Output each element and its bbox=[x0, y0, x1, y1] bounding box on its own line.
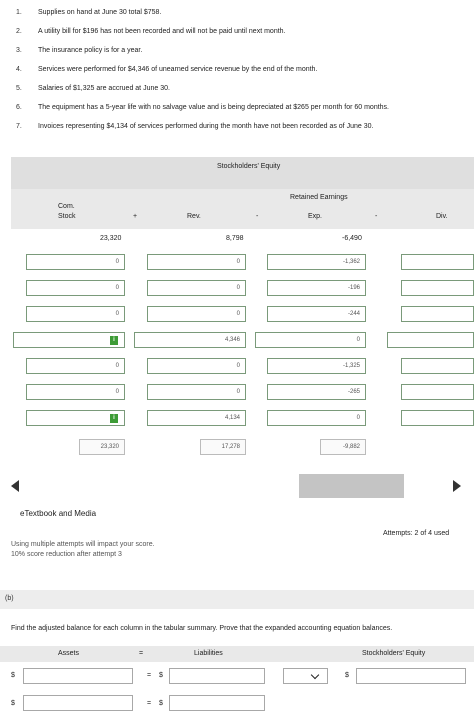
part-b-header bbox=[0, 590, 474, 609]
exp-heading: Exp. bbox=[308, 213, 323, 220]
liabilities-input[interactable] bbox=[169, 695, 265, 711]
assets-input[interactable] bbox=[23, 668, 133, 684]
div-input[interactable] bbox=[387, 332, 474, 348]
equity-input[interactable] bbox=[356, 668, 466, 684]
scrollbar-thumb[interactable] bbox=[299, 474, 404, 498]
item-text: A utility bill for $196 has not been recorded and will not be paid until next month. bbox=[38, 28, 286, 35]
item-number: 4. bbox=[16, 66, 22, 73]
plus-sign: + bbox=[133, 213, 138, 220]
item-number: 2. bbox=[16, 28, 22, 35]
info-icon[interactable]: i bbox=[110, 414, 118, 423]
dollar-sign: $ bbox=[345, 672, 349, 679]
com-stock-beginning: 23,320 bbox=[100, 235, 122, 242]
equity-header-band bbox=[11, 157, 474, 189]
exp-input[interactable]: 0 bbox=[267, 410, 366, 426]
rev-input[interactable]: 4,346 bbox=[134, 332, 246, 348]
dollar-sign: $ bbox=[11, 700, 15, 707]
item-text: Supplies on hand at June 30 total $758. bbox=[38, 9, 162, 16]
div-heading: Div. bbox=[436, 213, 448, 220]
com-stock-heading-line2: Stock bbox=[58, 213, 76, 220]
attempts-notice-line2: 10% score reduction after attempt 3 bbox=[11, 551, 122, 558]
part-b-instruction: Find the adjusted balance for each column in the tabular summary. Prove that the expanded accounting equation balances. bbox=[11, 625, 393, 632]
dollar-sign: $ bbox=[11, 672, 15, 679]
com-stock-input[interactable]: 0 bbox=[26, 254, 125, 270]
item-text: The insurance policy is for a year. bbox=[38, 47, 143, 54]
horizontal-scrollbar[interactable] bbox=[11, 474, 474, 498]
com-stock-input[interactable] bbox=[26, 410, 125, 426]
dollar-sign: $ bbox=[159, 700, 163, 707]
item-text: The equipment has a 5-year life with no salvage value and is being depreciated at $265 per month for 60 months. bbox=[38, 104, 389, 111]
exp-input[interactable]: 0 bbox=[255, 332, 366, 348]
div-input[interactable] bbox=[401, 306, 474, 322]
div-input[interactable] bbox=[401, 384, 474, 400]
com-stock-input[interactable]: 0 bbox=[26, 384, 125, 400]
item-number: 6. bbox=[16, 104, 22, 111]
rev-input[interactable]: 0 bbox=[147, 306, 246, 322]
div-input[interactable] bbox=[401, 254, 474, 270]
exp-input[interactable]: -265 bbox=[267, 384, 366, 400]
scroll-right-icon[interactable] bbox=[453, 480, 461, 492]
part-b-label: (b) bbox=[5, 595, 14, 602]
com-stock-input[interactable]: 0 bbox=[26, 358, 125, 374]
com-stock-input[interactable]: 0 bbox=[26, 280, 125, 296]
exp-beginning: -6,490 bbox=[342, 235, 362, 242]
div-input[interactable] bbox=[401, 410, 474, 426]
rev-total: 17,278 bbox=[200, 439, 246, 455]
item-number: 5. bbox=[16, 85, 22, 92]
rev-heading: Rev. bbox=[187, 213, 201, 220]
exp-input[interactable]: -244 bbox=[267, 306, 366, 322]
div-input[interactable] bbox=[401, 280, 474, 296]
div-input[interactable] bbox=[401, 358, 474, 374]
rev-input[interactable]: 4,134 bbox=[147, 410, 246, 426]
com-stock-total: 23,320 bbox=[79, 439, 125, 455]
rev-beginning: 8,798 bbox=[226, 235, 244, 242]
chevron-down-icon bbox=[311, 671, 319, 679]
rev-input[interactable]: 0 bbox=[147, 384, 246, 400]
com-stock-input[interactable]: 0 bbox=[26, 306, 125, 322]
com-stock-input[interactable] bbox=[13, 332, 125, 348]
com-stock-heading-line1: Com. bbox=[58, 203, 75, 210]
operator-select[interactable] bbox=[283, 668, 328, 684]
exp-input[interactable]: -1,325 bbox=[267, 358, 366, 374]
scroll-left-icon[interactable] bbox=[11, 480, 19, 492]
exp-input[interactable]: -1,362 bbox=[267, 254, 366, 270]
minus-sign: - bbox=[375, 213, 378, 220]
stockholders-equity-heading: Stockholders' Equity bbox=[217, 163, 281, 170]
rev-input[interactable]: 0 bbox=[147, 254, 246, 270]
info-icon[interactable]: i bbox=[110, 336, 118, 345]
dollar-sign: $ bbox=[159, 672, 163, 679]
attempts-status: Attempts: 2 of 4 used bbox=[383, 530, 450, 537]
equals-sign: = bbox=[139, 650, 144, 657]
equals-sign: = bbox=[147, 700, 152, 707]
item-number: 1. bbox=[16, 9, 22, 16]
item-text: Invoices representing $4,134 of services performed during the month have not been recorded as of June 30. bbox=[38, 123, 374, 130]
attempts-notice-line1: Using multiple attempts will impact your score. bbox=[11, 541, 155, 548]
item-number: 7. bbox=[16, 123, 22, 130]
retained-earnings-heading: Retained Earnings bbox=[290, 194, 348, 201]
item-text: Services were performed for $4,346 of unearned service revenue by the end of the month. bbox=[38, 66, 318, 73]
stockholders-equity-heading: Stockholders' Equity bbox=[362, 650, 426, 657]
liabilities-input[interactable] bbox=[169, 668, 265, 684]
equals-sign: = bbox=[147, 672, 152, 679]
liabilities-heading: Liabilities bbox=[194, 650, 223, 657]
assets-heading: Assets bbox=[58, 650, 80, 657]
exp-total: -9,882 bbox=[320, 439, 366, 455]
assets-input[interactable] bbox=[23, 695, 133, 711]
rev-input[interactable]: 0 bbox=[147, 358, 246, 374]
item-number: 3. bbox=[16, 47, 22, 54]
exp-input[interactable]: -196 bbox=[267, 280, 366, 296]
etextbook-link[interactable]: eTextbook and Media bbox=[20, 509, 97, 518]
column-header-band bbox=[11, 189, 474, 229]
item-text: Salaries of $1,325 are accrued at June 30. bbox=[38, 85, 170, 92]
rev-input[interactable]: 0 bbox=[147, 280, 246, 296]
minus-sign: - bbox=[256, 213, 259, 220]
